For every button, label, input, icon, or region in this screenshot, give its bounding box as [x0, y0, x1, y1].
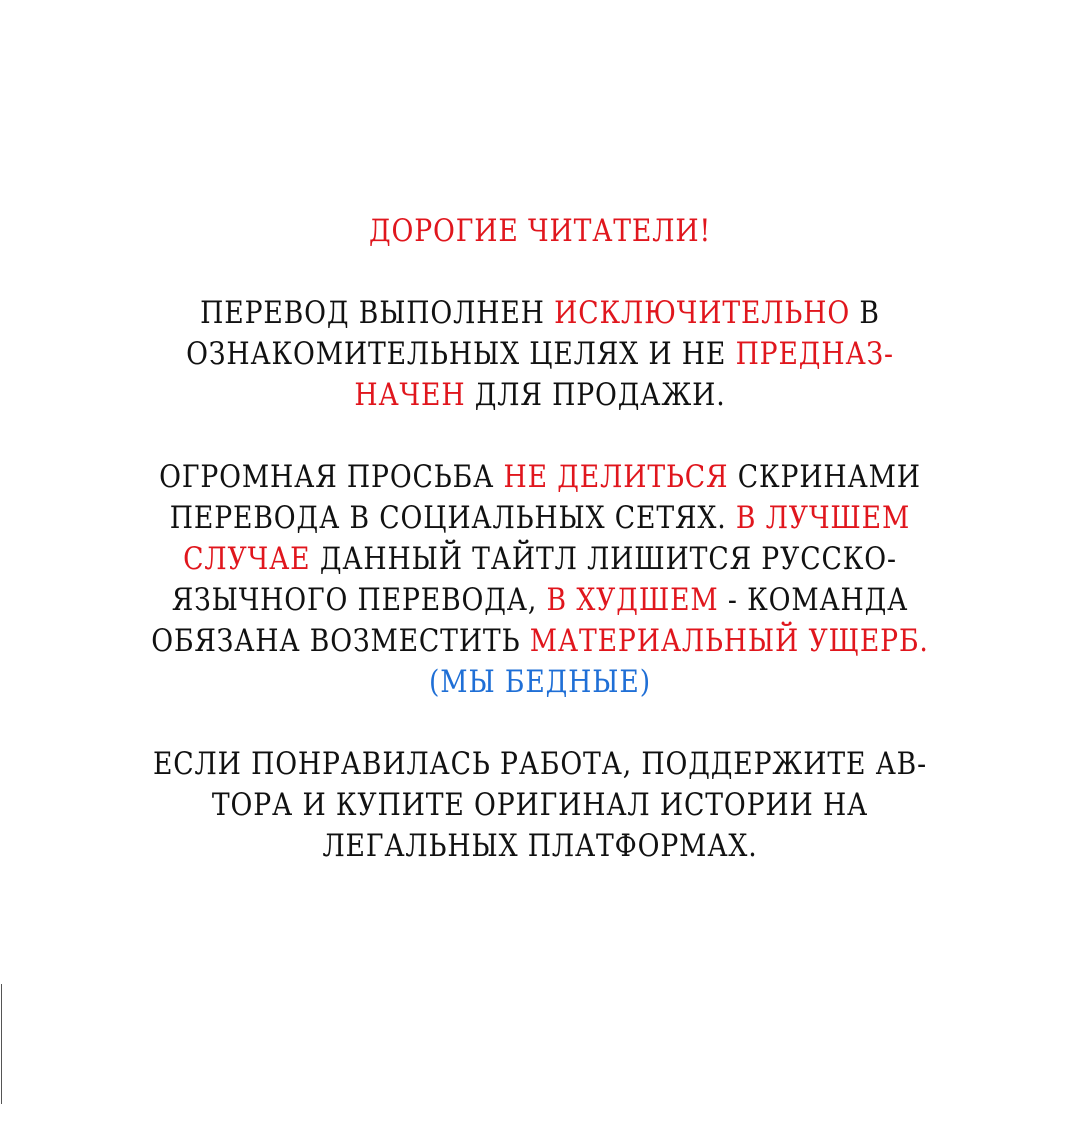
text-segment: В — [859, 295, 880, 331]
paragraph-gap — [76, 703, 1005, 744]
paragraph-2-line-3 — [76, 539, 1005, 580]
translator-notice — [76, 211, 1005, 867]
paragraph-2-line-1 — [76, 457, 1005, 498]
text-segment: ДАННЫЙ ТАЙТЛ ЛИШИТСЯ РУССКО- — [319, 541, 897, 577]
paragraph-2-line-4 — [76, 580, 1005, 621]
text-segment: ОГРОМНАЯ ПРОСЬБА — [159, 459, 495, 495]
text-segment: ДЛЯ ПРОДАЖИ. — [474, 377, 726, 413]
highlight-segment: В ЛУЧШЕМ — [735, 500, 911, 536]
highlight-segment: НАЧЕН — [354, 377, 466, 413]
paragraph-gap — [76, 252, 1005, 293]
text-segment: СКРИНАМИ — [737, 459, 921, 495]
paragraph-3-line-2: ТОРА И КУПИТЕ ОРИГИНАЛ ИСТОРИИ НА — [211, 787, 869, 823]
text-segment: ОБЯЗАНА ВОЗМЕСТИТЬ — [151, 623, 521, 659]
paragraph-gap — [76, 416, 1005, 457]
left-edge-divider — [1, 984, 2, 1104]
paragraph-1-line-3 — [76, 375, 1005, 416]
paragraph-2-aside: (МЫ БЕДНЫЕ) — [429, 664, 651, 700]
highlight-segment: НЕ ДЕЛИТЬСЯ — [503, 459, 729, 495]
text-segment: ЯЗЫЧНОГО ПЕРЕВОДА, — [171, 582, 538, 618]
paragraph-2-line-5 — [76, 621, 1005, 662]
paragraph-2-line-2 — [76, 498, 1005, 539]
highlight-segment: СЛУЧАЕ — [183, 541, 311, 577]
highlight-segment: МАТЕРИАЛЬНЫЙ УЩЕРБ. — [529, 623, 929, 659]
text-segment: ОЗНАКОМИТЕЛЬНЫХ ЦЕЛЯХ И НЕ — [186, 336, 727, 372]
text-segment: - КОМАНДА — [727, 582, 909, 618]
text-segment: ПЕРЕВОД ВЫПОЛНЕН — [200, 295, 545, 331]
text-segment: ПЕРЕВОДА В СОЦИАЛЬНЫХ СЕТЯХ. — [169, 500, 727, 536]
paragraph-1-line-1 — [76, 293, 1005, 334]
paragraph-1-line-2 — [76, 334, 1005, 375]
notice-heading: ДОРОГИЕ ЧИТАТЕЛИ! — [368, 213, 712, 249]
highlight-segment: В ХУДШЕМ — [546, 582, 719, 618]
highlight-segment: ПРЕДНАЗ- — [735, 336, 894, 372]
paragraph-3-line-3: ЛЕГАЛЬНЫХ ПЛАТФОРМАХ. — [322, 828, 758, 864]
paragraph-3-line-1: ЕСЛИ ПОНРАВИЛАСЬ РАБОТА, ПОДДЕРЖИТЕ АВ- — [152, 746, 928, 782]
highlight-segment: ИСКЛЮЧИТЕЛЬНО — [554, 295, 851, 331]
